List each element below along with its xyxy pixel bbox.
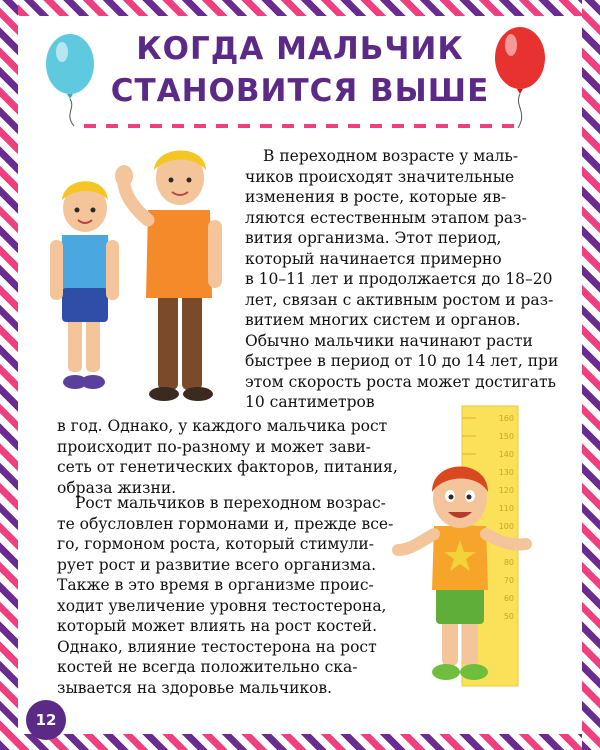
text-line: Рост мальчиков в переходном возрас- xyxy=(75,494,386,512)
ruler-mark: 60 xyxy=(503,594,514,603)
ruler-mark: 110 xyxy=(498,504,514,513)
text-line: сеть от генетических факторов, питания, xyxy=(57,458,398,476)
ruler-mark: 100 xyxy=(498,522,514,531)
title-line-1: КОГДА МАЛЬЧИК xyxy=(136,31,464,67)
text-line: рует рост и развитие всего организма. xyxy=(57,555,377,574)
border-right xyxy=(582,0,600,750)
text-line: образа жизни. xyxy=(57,478,177,497)
text-line: в 10–11 лет и продолжается до 18–20 xyxy=(245,270,553,288)
text-line: те обусловлен гормонами и, прежде все- xyxy=(57,514,394,533)
blue-balloon-icon xyxy=(40,28,110,128)
text-line: зывается на здоровье мальчиков. xyxy=(57,678,333,697)
text-line: происходит по-разному и может зави- xyxy=(57,437,371,456)
ruler-mark: 90 xyxy=(503,540,514,549)
text-line: ходит увеличение уровня тестостерона, xyxy=(57,596,387,615)
text-line: Также в это время в организме проис- xyxy=(57,576,374,594)
text-line: витием многих систем и органов. xyxy=(245,311,521,329)
text-line: Однако, влияние тестостерона на рост xyxy=(57,637,377,656)
text-line: ляются естественным этапом раз- xyxy=(245,208,527,227)
title-divider xyxy=(84,124,516,128)
text-line: 10 сантиметров xyxy=(245,393,375,411)
ruler-mark: 50 xyxy=(503,612,514,621)
text-line: который начинается примерно xyxy=(245,249,502,268)
border-left xyxy=(0,0,18,750)
text-line: этом скорость роста может достигать xyxy=(245,372,556,391)
page-number: 12 xyxy=(26,700,66,740)
text-line: Обычно мальчики начинают расти xyxy=(245,331,533,350)
text-line: быстрее в период от 10 до 14 лет, при xyxy=(245,352,559,370)
text-line: чиков происходят значительные xyxy=(245,167,515,186)
text-line: в год. Однако, у каждого мальчика рост xyxy=(57,417,388,435)
page-title xyxy=(110,28,490,112)
text-line: костей не всегда положительно ска- xyxy=(57,658,358,676)
ruler-mark: 70 xyxy=(503,576,514,585)
ruler-boy-illustration xyxy=(390,400,540,700)
paragraph-2 xyxy=(57,493,394,698)
ruler-mark: 160 xyxy=(498,414,514,423)
text-line: лет, связан с активным ростом и раз- xyxy=(245,290,554,309)
text-line: который может влиять на рост костей. xyxy=(57,617,378,635)
title-line-2: СТАНОВИТСЯ ВЫШЕ xyxy=(110,73,490,109)
text-line: изменения в росте, которые яв- xyxy=(245,188,507,206)
ruler-mark: 130 xyxy=(498,468,514,477)
paragraph-1-bottom xyxy=(57,416,398,498)
ruler-mark: 150 xyxy=(498,432,514,441)
paragraph-1-top xyxy=(245,146,559,413)
text-line: вития организма. Этот период, xyxy=(245,229,502,247)
ruler-mark: 120 xyxy=(498,486,514,495)
ruler-mark: 80 xyxy=(503,558,514,567)
text-line: го, гормоном роста, который стимули- xyxy=(57,535,374,553)
two-boys-illustration xyxy=(40,140,230,402)
border-bottom xyxy=(0,734,600,750)
ruler-mark: 140 xyxy=(498,450,514,459)
border-top xyxy=(0,0,600,16)
red-balloon-icon xyxy=(488,22,558,132)
text-line: В переходном возрасте у маль- xyxy=(263,147,519,165)
